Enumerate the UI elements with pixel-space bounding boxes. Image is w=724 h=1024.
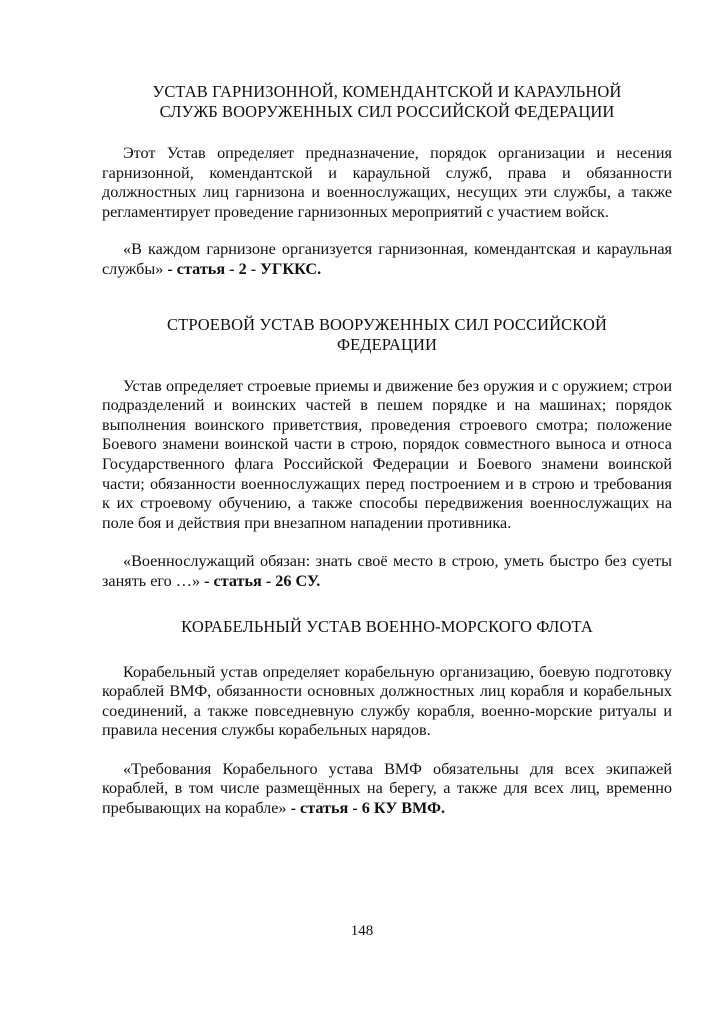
quote-citation: - статья - 26 СУ. <box>204 571 321 590</box>
section-heading-garrison-charter <box>102 82 672 122</box>
heading-line: УСТАВ ГАРНИЗОННОЙ, КОМЕНДАНТСКОЙ И КАРАУЛЬНОЙ <box>152 82 622 101</box>
section-heading-naval-charter <box>102 617 672 637</box>
section-paragraph: Устав определяет строевые приемы и движение без оружия и с оружием; строи подразделений и воинских частей в пешем порядке и на машинах; порядок выполнения воинского приветствия, проведения строевого смотра; положение Боевого знамени воинской части в строю, порядок совместного выноса и относа Государственного флага Российской Федерации и Боевого знамени воинской части; обязанности военнослужащих перед построением и в строю и требования к их строевому обучению, а также способы передвижения военнослужащих на поле боя и действия при внезапном нападении противника. <box>102 376 672 532</box>
section-heading-drill-charter <box>102 315 672 355</box>
section-quote <box>102 760 672 819</box>
heading-line: СТРОЕВОЙ УСТАВ ВООРУЖЕННЫХ СИЛ РОССИЙСКОЙ <box>167 314 607 334</box>
section-paragraph: Корабельный устав определяет корабельную организацию, боевую подготовку кораблей ВМФ, обязанности основных должностных лиц корабля и корабельных соединений, а также повседневную службу корабля, военно-морские ритуалы и правила несения службы корабельных нарядов. <box>102 662 672 740</box>
page-number: 148 <box>350 923 374 939</box>
section-quote <box>102 552 672 591</box>
section-quote <box>102 240 672 279</box>
section-paragraph: Этот Устав определяет предназначение, порядок организации и несения гарнизонной, комендантской и караульной служб, права и обязанности должностных лиц гарнизона и военнослужащих, несущих эти службы, а также регламентирует проведение гарнизонных мероприятий с участием войск. <box>102 144 672 221</box>
quote-citation: - статья - 6 КУ ВМФ. <box>290 799 446 818</box>
heading-line: СЛУЖБ ВООРУЖЕННЫХ СИЛ РОССИЙСКОЙ ФЕДЕРАЦИИ <box>159 102 615 121</box>
document-page <box>102 82 672 819</box>
heading-line: КОРАБЕЛЬНЫЙ УСТАВ ВОЕННО-МОРСКОГО ФЛОТА <box>181 616 593 636</box>
quote-citation: - статья - 2 - УГККС. <box>167 259 322 278</box>
heading-line: ФЕДЕРАЦИИ <box>336 334 438 354</box>
quote-text: «Требования Корабельного устава ВМФ обязательны для всех экипажей кораблей, в том числе размещённых на берегу, а также для всех лиц, временно пребывающих на корабле» <box>102 759 672 818</box>
quote-text: «В каждом гарнизоне организуется гарнизонная, комендантская и караульная службы» <box>102 240 672 278</box>
quote-text: «Военнослужащий обязан: знать своё место в строю, уметь быстро без суеты занять его …» <box>102 552 672 590</box>
